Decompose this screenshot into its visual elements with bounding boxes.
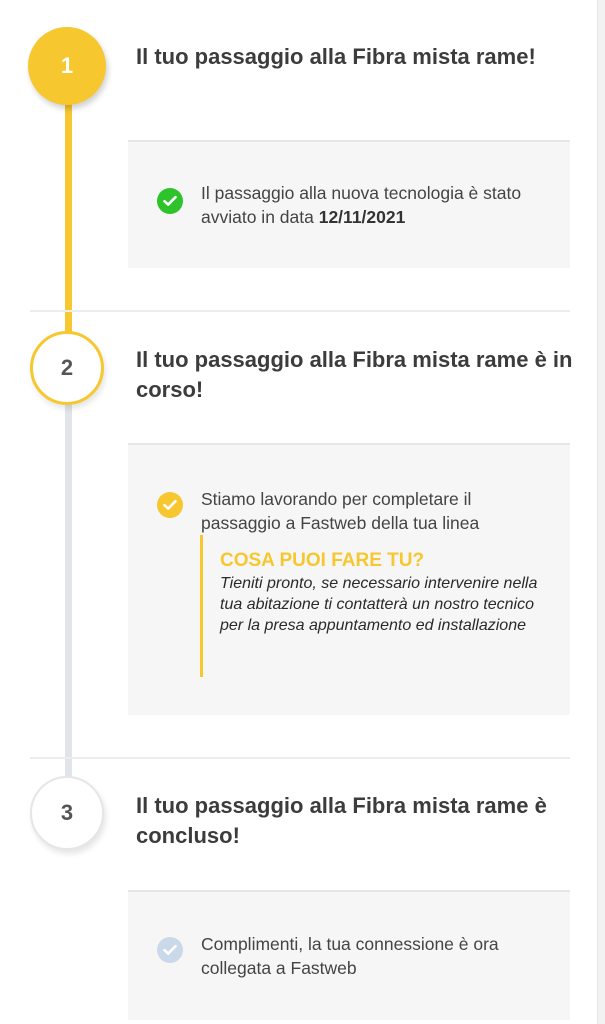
scrollbar-track[interactable] xyxy=(597,0,605,1024)
step-3-message: Complimenti, la tua connessione è ora collegata a Fastweb xyxy=(201,934,499,978)
check-circle-icon xyxy=(157,492,183,518)
step-1-message xyxy=(201,181,551,229)
step-1-indicator xyxy=(28,27,106,105)
step-3-card xyxy=(128,890,570,1020)
step-1-number: 1 xyxy=(60,53,74,78)
tip-box xyxy=(200,535,545,677)
step-3-title: Il tuo passaggio alla Fibra mista rame è concluso! xyxy=(136,793,547,848)
step-1-date: 12/11/2021 xyxy=(318,207,406,227)
check-circle-icon xyxy=(157,188,183,214)
step-3-indicator xyxy=(30,776,104,850)
progress-track-pending xyxy=(65,395,72,790)
step-1-card xyxy=(128,140,570,268)
tip-body: Tieniti pronto, se necessario intervenire nella tua abitazione ti contatterà un nostro tecnico per la presa appuntamento ed installazione xyxy=(220,575,538,634)
step-1-title: Il tuo passaggio alla Fibra mista rame! xyxy=(136,44,536,69)
step-3-number: 3 xyxy=(60,800,74,825)
check-circle-icon xyxy=(157,937,183,963)
step-2-indicator xyxy=(30,331,104,405)
step-2-number: 2 xyxy=(60,355,74,380)
step-1-message-text: Il passaggio alla nuova tecnologia è stato avviato in data xyxy=(201,183,522,227)
step-2-card xyxy=(128,443,570,715)
section-divider xyxy=(30,310,570,312)
step-2-message: Stiamo lavorando per completare il passaggio a Fastweb della tua linea xyxy=(201,489,480,533)
section-divider xyxy=(30,757,570,759)
tip-title: COSA PUOI FARE TU? xyxy=(220,550,425,571)
step-2-title: Il tuo passaggio alla Fibra mista rame è in corso! xyxy=(136,347,573,402)
